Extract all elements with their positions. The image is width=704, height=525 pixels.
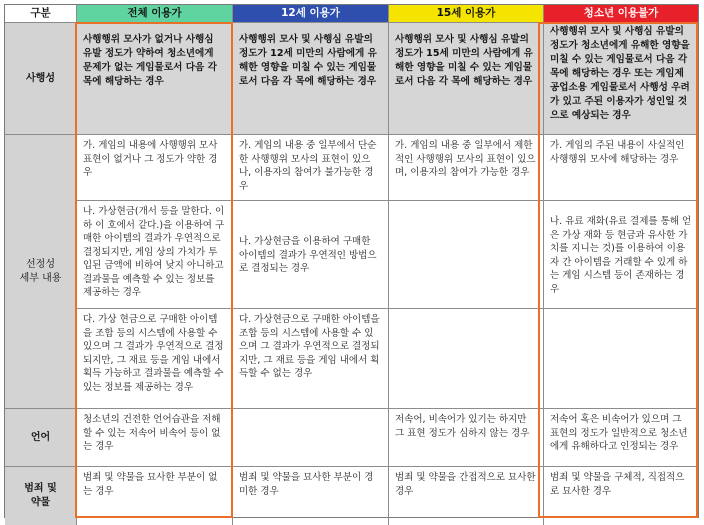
header-age-15: 15세 이용가 <box>389 5 544 23</box>
row-label-detail: 선정성 세부 내용 <box>5 135 77 409</box>
row-label-crime: 범죄 및 약물 <box>5 467 77 525</box>
speculation-age12: 사행행위 모사 및 사행심 유발의 정도가 12세 미만의 사람에게 유해한 영향을 미칠 수 있는 게임물로서 다음 각 목에 해당하는 경우 <box>233 23 389 135</box>
crime-all: 범죄 및 약물을 묘사한 부분이 없는 경우 <box>77 467 233 525</box>
rating-table <box>4 4 699 518</box>
language-age15: 저속어, 비속어가 있기는 하지만 그 표현 정도가 심하지 않는 경우 <box>389 409 544 467</box>
language-age12 <box>233 409 389 467</box>
row-label-speculation: 사행성 <box>5 23 77 135</box>
detail-a-age15: 가. 게임의 내용 중 일부에서 제한적인 사행행위 모사의 표현이 있으며, 이용자의 참여가 가능한 경우 <box>389 135 544 201</box>
crime-age15: 범죄 및 약물을 간접적으로 묘사한 경우 <box>389 467 544 525</box>
language-restricted: 저속어 혹은 비속어가 있으며 그 표현의 정도가 일반적으로 청소년에게 유해하다고 인정되는 경우 <box>544 409 698 467</box>
speculation-restricted: 사행행위 모사 및 사행심 유발의 정도가 청소년에게 유해한 영향을 미칠 수 있는 게임물로서 다음 각 목에 해당하는 경우 또는 게임제공업소용 게임물로서 사행성 우려가 있고 주된 이용자가 성인일 것으로 예상되는 경우 <box>544 23 698 135</box>
crime-age12: 범죄 및 약물을 묘사한 부분이 경미한 경우 <box>233 467 389 525</box>
detail-b-age15 <box>389 201 544 309</box>
header-age-12: 12세 이용가 <box>233 5 389 23</box>
detail-c-age15 <box>389 309 544 409</box>
detail-c-age12: 다. 가상현금으로 구매한 아이템을 조합 등의 시스템에 사용할 수 있으며 그 결과가 우연적으로 결정되지만, 그 재료 등을 게임 내에서 획득할 수 없는 경우 <box>233 309 389 409</box>
detail-c-all: 다. 가상 현금으로 구매한 아이템을 조합 등의 시스템에 사용할 수 있으며 그 결과가 우연적으로 결정되지만, 그 재료 등을 게임 내에서 획득 가능하고 결과물을 예측할 수 있는 정보를 제공하는 경우 <box>77 309 233 409</box>
header-category: 구분 <box>5 5 77 23</box>
detail-a-age12: 가. 게임의 내용 중 일부에서 단순한 사행행위 모사의 표현이 있으나, 이용자의 참여가 불가능한 경우 <box>233 135 389 201</box>
detail-b-restricted: 나. 유료 재화(유료 결제를 통해 얻은 가상 재화 등 현금과 유사한 가치를 지니는 것)를 이용하여 이용자 간 아이템을 거래할 수 있게 하는 게임 시스템 등이 존재하는 경우 <box>544 201 698 309</box>
detail-b-age12: 나. 가상현금을 이용하여 구매한 아이템의 결과가 우연적인 방법으로 결정되는 경우 <box>233 201 389 309</box>
header-all-ages: 전체 이용가 <box>77 5 233 23</box>
detail-c-restricted <box>544 309 698 409</box>
detail-a-all: 가. 게임의 내용에 사행행위 모사 표현이 없거나 그 정도가 약한 경우 <box>77 135 233 201</box>
detail-a-restricted: 가. 게임의 주된 내용이 사실적인 사행행위 모사에 해당하는 경우 <box>544 135 698 201</box>
detail-b-all: 나. 가상현금(개서 등을 말한다. 이하 이 호에서 같다.)을 이용하여 구매한 아이템의 결과가 우연적으로 결정되지만, 게임 상의 가치가 투입된 금액에 비하여 낮지 아니하고 결과물을 예측할 수 있는 정보를 제공하는 경우 <box>77 201 233 309</box>
row-label-language: 언어 <box>5 409 77 467</box>
speculation-age15: 사행행위 모사 및 사행심 유발의 정도가 15세 미만의 사람에게 유해한 영향을 미칠 수 있는 게임물로서 다음 각 목에 해당하는 경우 <box>389 23 544 135</box>
speculation-all: 사행행위 모사가 없거나 사행심 유발 정도가 약하여 청소년에게 문제가 없는 게임물로서 다음 각 목에 해당하는 경우 <box>77 23 233 135</box>
crime-restricted: 범죄 및 약물을 구체적, 직접적으로 묘사한 경우 <box>550 472 685 497</box>
language-all: 청소년의 건전한 언어습관을 저해할 수 있는 저속어 비속어 등이 없는 경우 <box>77 409 233 467</box>
header-restricted: 청소년 이용불가 <box>544 5 698 23</box>
